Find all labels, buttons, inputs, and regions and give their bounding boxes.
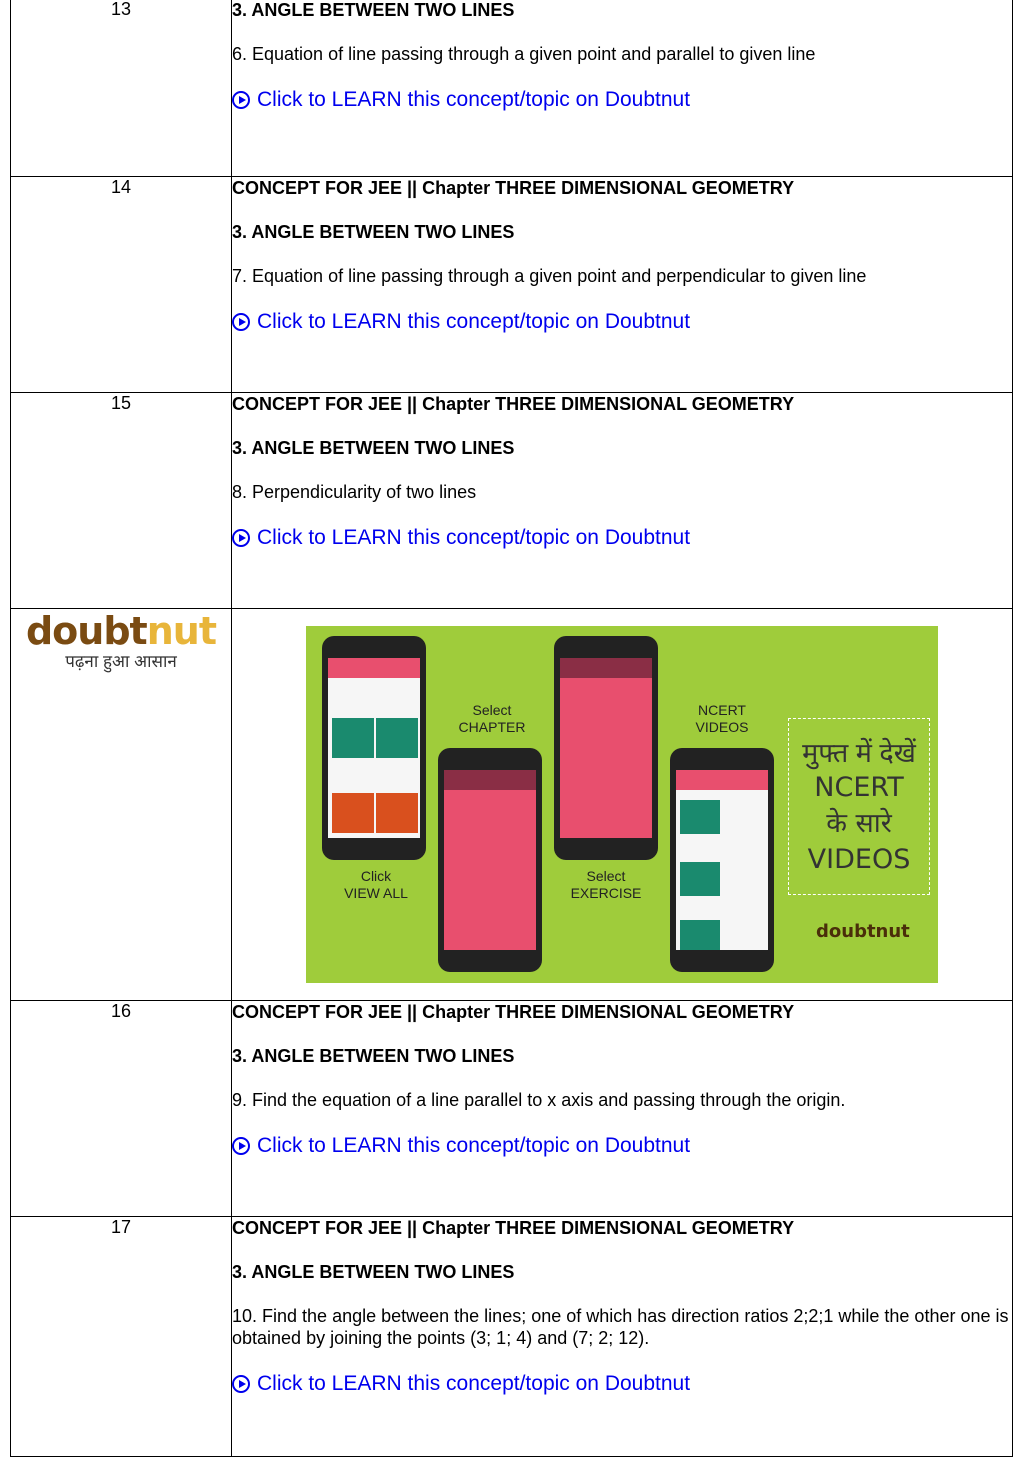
learn-link[interactable]: [232, 1133, 1012, 1159]
logo-word-dark: doubt: [25, 609, 147, 653]
play-circle-icon: [232, 1375, 250, 1393]
section-heading: 3. ANGLE BETWEEN TWO LINES: [232, 438, 515, 458]
row-number: 17: [11, 1217, 232, 1457]
ad-row: [11, 609, 1013, 1001]
learn-link[interactable]: [232, 525, 1012, 551]
questions-table: [10, 0, 1013, 1457]
table-row: [11, 393, 1013, 609]
learn-link-label: Click to LEARN this concept/topic on Doubtnut: [257, 1134, 691, 1157]
row-content: [232, 177, 1013, 393]
learn-link-label: Click to LEARN this concept/topic on Doubtnut: [257, 526, 691, 549]
logo-tagline: पढ़ना हुआ आसान: [65, 652, 177, 671]
learn-link-label: Click to LEARN this concept/topic on Doubtnut: [257, 310, 691, 333]
question-text: 10. Find the angle between the lines; one of which has direction ratios 2;2;1 while the other one is obtained by joining the points (3; 1; 4) and (7; 2; 12).: [232, 1306, 1009, 1348]
question-text: 8. Perpendicularity of two lines: [232, 482, 477, 502]
promo-ke-sare: के सारे: [826, 808, 892, 839]
play-circle-icon: [232, 1137, 250, 1155]
section-heading: 3. ANGLE BETWEEN TWO LINES: [232, 0, 515, 20]
phone-mockup-exercises: [554, 636, 658, 860]
question-text: 7. Equation of line passing through a given point and perpendicular to given line: [232, 266, 867, 286]
banner-cell: [232, 609, 1013, 1001]
phone-mockup-chapters: [438, 748, 542, 972]
question-text: 9. Find the equation of a line parallel to x axis and passing through the origin.: [232, 1090, 846, 1110]
section-heading: 3. ANGLE BETWEEN TWO LINES: [232, 1046, 515, 1066]
section-heading: 3. ANGLE BETWEEN TWO LINES: [232, 1262, 515, 1282]
row-content: [232, 393, 1013, 609]
learn-link[interactable]: [232, 309, 1012, 335]
row-number: 15: [11, 393, 232, 609]
play-circle-icon: [232, 91, 250, 109]
learn-link-label: Click to LEARN this concept/topic on Doubtnut: [257, 88, 691, 111]
table-row: [11, 1217, 1013, 1457]
chapter-heading: CONCEPT FOR JEE || Chapter THREE DIMENSIONAL GEOMETRY: [232, 394, 795, 414]
phone-mockup-videos: [670, 748, 774, 972]
learn-link[interactable]: [232, 1371, 1012, 1397]
promo-hindi-text: मुफ्त में देखें: [802, 738, 916, 768]
section-heading: 3. ANGLE BETWEEN TWO LINES: [232, 222, 515, 242]
step-select-chapter: Select CHAPTER: [458, 702, 526, 735]
promo-ncert: NCERT: [814, 772, 904, 803]
play-circle-icon: [232, 529, 250, 547]
row-content: [232, 1001, 1013, 1217]
learn-link-label: Click to LEARN this concept/topic on Doubtnut: [257, 1372, 691, 1395]
question-text: 6. Equation of line passing through a given point and parallel to given line: [232, 44, 816, 64]
table-row: [11, 177, 1013, 393]
row-content: [232, 1217, 1013, 1457]
step-ncert-videos: NCERT VIDEOS: [695, 702, 749, 735]
doubtnut-logo: [11, 609, 231, 672]
chapter-heading: CONCEPT FOR JEE || Chapter THREE DIMENSIONAL GEOMETRY: [232, 178, 795, 198]
play-circle-icon: [232, 313, 250, 331]
learn-link[interactable]: [232, 87, 1012, 113]
logo-word-light: nut: [146, 609, 216, 653]
step-select-exercise: Select EXERCISE: [570, 868, 642, 901]
phone-mockup-library: [322, 636, 426, 860]
row-number: 14: [11, 177, 232, 393]
promo-box: [788, 718, 930, 895]
promo-videos: VIDEOS: [807, 844, 911, 875]
table-row: [11, 1001, 1013, 1217]
row-number: 16: [11, 1001, 232, 1217]
logo-cell: [11, 609, 232, 1001]
chapter-heading: CONCEPT FOR JEE || Chapter THREE DIMENSIONAL GEOMETRY: [232, 1002, 795, 1022]
row-number: 13: [11, 0, 232, 177]
row-content: [232, 0, 1013, 177]
app-promo-banner[interactable]: [306, 626, 938, 983]
step-view-all: Click VIEW ALL: [344, 868, 408, 901]
chapter-heading: CONCEPT FOR JEE || Chapter THREE DIMENSIONAL GEOMETRY: [232, 1218, 795, 1238]
banner-brand-logo: doubtnut: [816, 921, 910, 942]
table-row: [11, 0, 1013, 177]
